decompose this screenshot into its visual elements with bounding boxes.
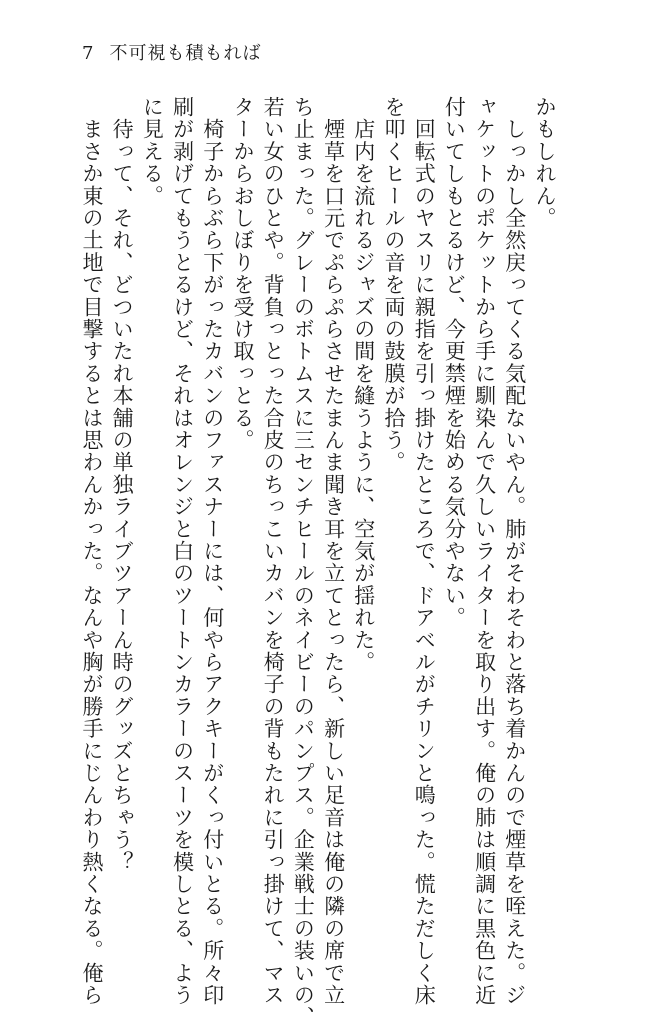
text-line: まさか東の土地で目撃するとは思わんかった。なんや胸が勝手にじんわり熱くなる。俺ら <box>79 96 104 1007</box>
text-line: 回転式のヤスリに親指を引っ掛けたところで、ドアベルがチリンと鳴った。慌ただしく床 <box>412 96 437 1007</box>
text-line: しっかし全然戻ってくる気配ないやん。肺がそわそわと落ち着かんので煙草を咥えた。ジ <box>502 96 527 1007</box>
text-line: 刷が剥げてもうとるけど、それはオレンジと白のツートンカラーのスーツを模しとる、よう <box>170 96 195 1007</box>
text-line: 付いてしもとるけど、今更禁煙を始める気分やない。 <box>442 96 467 629</box>
vertical-body-text <box>77 96 560 1028</box>
running-head <box>82 42 261 66</box>
text-line: 店内を流れるジャズの間を縫うように、空気が揺れた。 <box>351 96 376 674</box>
text-line: ターからおしぼりを受け取っとる。 <box>230 96 255 452</box>
text-line: 若い女のひとや。背負っとった合皮のちっこいカバンを椅子の背もたれに引っ掛けて、マス <box>261 96 286 1007</box>
text-line: に見える。 <box>140 96 165 207</box>
text-line: を叩くヒールの音を両の鼓膜が拾う。 <box>381 96 406 474</box>
text-line: ャケットのポケットから手に馴染んで久しいライターを取り出す。俺の肺は順調に黒色に近 <box>472 96 497 1007</box>
text-line: ち止まった。グレーのボトムスに三センチヒールのネイビーのパンプス。企業戦士の装いの、 <box>291 96 316 1028</box>
chapter-title: 不可視も積もれば <box>109 43 262 64</box>
text-line: かもしれん。 <box>533 96 557 230</box>
page-number: 7 <box>82 43 94 64</box>
text-line: 待って、それ、どついたれ本舗の単独ライブツアーん時のグッズとちゃう？ <box>110 96 135 873</box>
text-line: 椅子からぶら下がったカバンのファスナーには、何やらアクキーがくっ付いとる。所々印 <box>200 96 225 1007</box>
text-line: 煙草を口元でぷらぷらさせたまんま聞き耳を立てとったら、新しい足音は俺の隣の席で立 <box>321 96 346 1007</box>
